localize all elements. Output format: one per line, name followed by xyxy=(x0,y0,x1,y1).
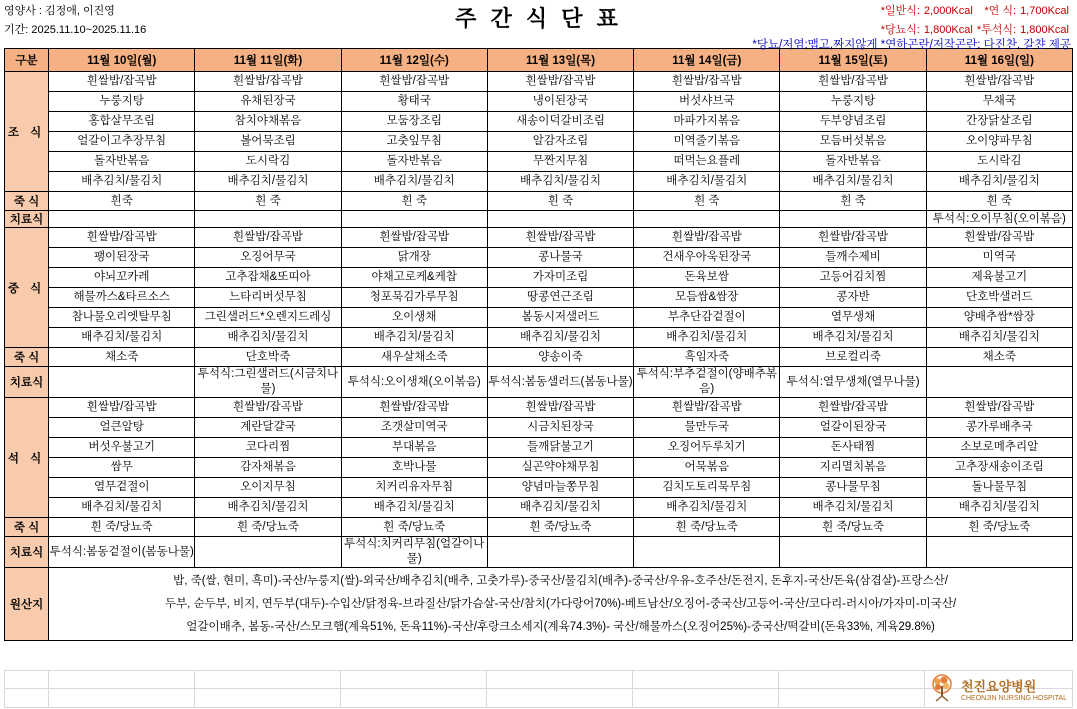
kcal-row xyxy=(879,2,1071,21)
dinner-3-5: 지리멸치볶음 xyxy=(780,458,926,478)
lunch-3-6: 단호박샐러드 xyxy=(926,288,1072,308)
kcal-value-dialysis: 1,800Kcal xyxy=(1020,24,1069,36)
lunch-3-3: 땅콩연근조림 xyxy=(487,288,633,308)
dinner-chiryo-1 xyxy=(195,537,341,568)
breakfast-0-0: 흰쌀밥/잡곡밥 xyxy=(49,72,195,92)
lunch-juk-6: 채소죽 xyxy=(926,348,1072,367)
dinner-1-3: 시금치된장국 xyxy=(487,418,633,438)
page-footer xyxy=(0,670,1077,708)
kcal-value-diabetes: 1,800Kcal xyxy=(923,24,973,36)
row-label-origin: 원산지 xyxy=(5,568,49,641)
lunch-1-5: 들깨수제비 xyxy=(780,248,926,268)
table-row xyxy=(5,268,1073,288)
lunch-1-0: 팽이된장국 xyxy=(49,248,195,268)
breakfast-chiryo-4 xyxy=(634,211,780,228)
dinner-2-3: 들깨닭불고기 xyxy=(487,438,633,458)
breakfast-0-4: 흰쌀밥/잡곡밥 xyxy=(634,72,780,92)
row-label-chiryo-breakfast: 치료식 xyxy=(5,211,49,228)
lunch-juk-5: 브로컬리죽 xyxy=(780,348,926,367)
table-row-juk xyxy=(5,518,1073,537)
nutritionist-label: 영양사 : 김정애, 이진영 xyxy=(4,5,115,17)
lunch-1-4: 건새우아욱된장국 xyxy=(634,248,780,268)
dinner-0-1: 흰쌀밥/잡곡밥 xyxy=(195,398,341,418)
lunch-chiryo-1: 투석식:그린샐러드(시금치나물) xyxy=(195,367,341,398)
column-header-sun: 11월 16일(일) xyxy=(926,49,1072,72)
dinner-0-2: 흰쌀밥/잡곡밥 xyxy=(341,398,487,418)
dinner-1-5: 얼갈이된장국 xyxy=(780,418,926,438)
breakfast-5-6: 배추김치/물김치 xyxy=(926,172,1072,192)
dinner-2-5: 돈사태찜 xyxy=(780,438,926,458)
lunch-3-2: 청포묵김가루무침 xyxy=(341,288,487,308)
kcal-label-soft: *연 식: xyxy=(984,5,1017,17)
lunch-4-5: 열무생채 xyxy=(780,308,926,328)
dinner-juk-5: 흰 죽/당뇨죽 xyxy=(780,518,926,537)
breakfast-4-0: 돌자반볶음 xyxy=(49,152,195,172)
breakfast-3-4: 미역줄기볶음 xyxy=(634,132,780,152)
breakfast-5-1: 배추김치/물김치 xyxy=(195,172,341,192)
dinner-3-3: 실곤약야채무침 xyxy=(487,458,633,478)
dinner-3-0: 쌈무 xyxy=(49,458,195,478)
breakfast-2-5: 두부양념조림 xyxy=(780,112,926,132)
dinner-1-6: 콩가루배추국 xyxy=(926,418,1072,438)
lunch-2-3: 가자미조림 xyxy=(487,268,633,288)
breakfast-3-5: 모듬버섯볶음 xyxy=(780,132,926,152)
dinner-juk-3: 흰 죽/당뇨죽 xyxy=(487,518,633,537)
breakfast-0-6: 흰쌀밥/잡곡밥 xyxy=(926,72,1072,92)
kcal-label-normal: *일반식: xyxy=(880,5,920,17)
dinner-4-1: 오이지무침 xyxy=(195,478,341,498)
breakfast-juk-3: 흰 죽 xyxy=(487,192,633,211)
lunch-juk-0: 채소죽 xyxy=(49,348,195,367)
lunch-2-4: 돈육보쌈 xyxy=(634,268,780,288)
column-header-tue: 11월 11일(화) xyxy=(195,49,341,72)
lunch-5-1: 배추김치/물김치 xyxy=(195,328,341,348)
dinner-0-0: 흰쌀밥/잡곡밥 xyxy=(49,398,195,418)
lunch-5-3: 배추김치/물김치 xyxy=(487,328,633,348)
breakfast-1-6: 무채국 xyxy=(926,92,1072,112)
breakfast-4-3: 무짠지무침 xyxy=(487,152,633,172)
breakfast-3-3: 알감자조림 xyxy=(487,132,633,152)
table-row-chiryo xyxy=(5,367,1073,398)
lunch-juk-2: 새우살채소죽 xyxy=(341,348,487,367)
dinner-3-1: 감자채볶음 xyxy=(195,458,341,478)
table-row-chiryo xyxy=(5,537,1073,568)
breakfast-0-1: 흰쌀밥/잡곡밥 xyxy=(195,72,341,92)
dinner-chiryo-3 xyxy=(487,537,633,568)
lunch-4-1: 그린샐러드*오렌지드레싱 xyxy=(195,308,341,328)
breakfast-juk-6: 흰 죽 xyxy=(926,192,1072,211)
column-header-gubun: 구분 xyxy=(5,49,49,72)
breakfast-5-4: 배추김치/물김치 xyxy=(634,172,780,192)
table-row-chiryo xyxy=(5,211,1073,228)
diet-note: *당뇨/저염:맵고,짜지않게 *연하곤란/저작곤란: 다진찬, 갈챤 제공 xyxy=(752,39,1071,51)
column-header-wed: 11월 12일(수) xyxy=(341,49,487,72)
hospital-name-en: CHEONJIN NURSING HOSPITAL xyxy=(960,695,1067,702)
dinner-juk-2: 흰 죽/당뇨죽 xyxy=(341,518,487,537)
dinner-4-5: 콩나물무침 xyxy=(780,478,926,498)
breakfast-5-3: 배추김치/물김치 xyxy=(487,172,633,192)
dinner-5-6: 배추김치/물김치 xyxy=(926,498,1072,518)
breakfast-chiryo-3 xyxy=(487,211,633,228)
kcal-info xyxy=(879,2,1071,40)
table-row xyxy=(5,288,1073,308)
lunch-chiryo-3: 투석식:봄동샐러드(봄동나물) xyxy=(487,367,633,398)
lunch-juk-4: 흑임자죽 xyxy=(634,348,780,367)
lunch-2-1: 고추잡채&또띠아 xyxy=(195,268,341,288)
dinner-3-2: 호박나물 xyxy=(341,458,487,478)
dinner-2-0: 버섯우불고기 xyxy=(49,438,195,458)
dinner-0-6: 흰쌀밥/잡곡밥 xyxy=(926,398,1072,418)
meal-label-breakfast: 조 식 xyxy=(5,72,49,192)
breakfast-3-6: 오이양파무침 xyxy=(926,132,1072,152)
breakfast-chiryo-5 xyxy=(780,211,926,228)
lunch-0-6: 흰쌀밥/잡곡밥 xyxy=(926,228,1072,248)
breakfast-0-3: 흰쌀밥/잡곡밥 xyxy=(487,72,633,92)
breakfast-1-2: 황태국 xyxy=(341,92,487,112)
dinner-chiryo-2: 투석식:치커리무침(얼갈이나물) xyxy=(341,537,487,568)
lunch-5-0: 배추김치/물김치 xyxy=(49,328,195,348)
dinner-chiryo-6 xyxy=(926,537,1072,568)
breakfast-0-5: 흰쌀밥/잡곡밥 xyxy=(780,72,926,92)
breakfast-4-4: 떠먹는요플레 xyxy=(634,152,780,172)
footer-grid xyxy=(0,670,1077,708)
dinner-3-4: 어묵볶음 xyxy=(634,458,780,478)
column-header-mon: 11월 10일(월) xyxy=(49,49,195,72)
breakfast-3-0: 얼갈이고추장무침 xyxy=(49,132,195,152)
lunch-3-4: 모듬쌈&쌈장 xyxy=(634,288,780,308)
dinner-juk-0: 흰 죽/당뇨죽 xyxy=(49,518,195,537)
dinner-juk-4: 흰 죽/당뇨죽 xyxy=(634,518,780,537)
breakfast-juk-5: 흰 죽 xyxy=(780,192,926,211)
row-label-juk-breakfast: 죽 식 xyxy=(5,192,49,211)
table-row xyxy=(5,438,1073,458)
dinner-5-2: 배추김치/물김치 xyxy=(341,498,487,518)
dinner-0-4: 흰쌀밥/잡곡밥 xyxy=(634,398,780,418)
breakfast-4-5: 돌자반볶음 xyxy=(780,152,926,172)
lunch-1-2: 닭개장 xyxy=(341,248,487,268)
breakfast-chiryo-2 xyxy=(341,211,487,228)
table-row xyxy=(5,308,1073,328)
breakfast-1-5: 누룽지탕 xyxy=(780,92,926,112)
dinner-chiryo-5 xyxy=(780,537,926,568)
breakfast-chiryo-6: 투석식:오이무침(오이볶음) xyxy=(926,211,1072,228)
row-label-juk-dinner: 죽 식 xyxy=(5,518,49,537)
lunch-chiryo-6 xyxy=(926,367,1072,398)
kcal-label-diabetes: *당뇨식: xyxy=(880,24,920,36)
dinner-1-2: 조갯살미역국 xyxy=(341,418,487,438)
table-row xyxy=(5,398,1073,418)
table-row xyxy=(5,478,1073,498)
hospital-logo xyxy=(929,674,1067,704)
origin-text xyxy=(49,568,1073,641)
breakfast-2-6: 간장닭살조림 xyxy=(926,112,1072,132)
lunch-0-0: 흰쌀밥/잡곡밥 xyxy=(49,228,195,248)
table-row-origin xyxy=(5,568,1073,641)
dinner-5-0: 배추김치/물김치 xyxy=(49,498,195,518)
lunch-1-3: 콩나물국 xyxy=(487,248,633,268)
table-row xyxy=(5,72,1073,92)
breakfast-3-1: 볼어묵조림 xyxy=(195,132,341,152)
table-row xyxy=(5,458,1073,478)
dinner-3-6: 고추장새송이조림 xyxy=(926,458,1072,478)
period-label: 기간: 2025.11.10~2025.11.16 xyxy=(4,24,147,36)
breakfast-4-1: 도시락김 xyxy=(195,152,341,172)
breakfast-juk-2: 흰 죽 xyxy=(341,192,487,211)
dinner-2-6: 소보로메추리알 xyxy=(926,438,1072,458)
dinner-1-0: 얼큰알탕 xyxy=(49,418,195,438)
lunch-4-6: 양배추쌈*쌈장 xyxy=(926,308,1072,328)
lunch-2-2: 야채고로케&케찹 xyxy=(341,268,487,288)
lunch-4-2: 오이생채 xyxy=(341,308,487,328)
lunch-2-6: 제육불고기 xyxy=(926,268,1072,288)
breakfast-4-6: 도시락김 xyxy=(926,152,1072,172)
dinner-2-2: 부대볶음 xyxy=(341,438,487,458)
dinner-4-4: 김치도토리묵무침 xyxy=(634,478,780,498)
table-row-juk xyxy=(5,348,1073,367)
table-row xyxy=(5,498,1073,518)
lunch-2-5: 고등어김치찜 xyxy=(780,268,926,288)
hospital-name-ko: 천진요양병원 xyxy=(960,679,1037,694)
lunch-4-3: 봄동시저샐러드 xyxy=(487,308,633,328)
breakfast-5-2: 배추김치/물김치 xyxy=(341,172,487,192)
dinner-1-1: 계란달걀국 xyxy=(195,418,341,438)
kcal-value-normal: 2,000Kcal xyxy=(923,5,973,17)
column-header-sat: 11월 15일(토) xyxy=(780,49,926,72)
breakfast-1-0: 누룽지탕 xyxy=(49,92,195,112)
column-header-thu: 11월 13일(목) xyxy=(487,49,633,72)
breakfast-3-2: 고춧잎무침 xyxy=(341,132,487,152)
breakfast-1-1: 유채된장국 xyxy=(195,92,341,112)
lunch-juk-3: 양송이죽 xyxy=(487,348,633,367)
lunch-chiryo-5: 투석식:열무생채(열무나물) xyxy=(780,367,926,398)
lunch-0-1: 흰쌀밥/잡곡밥 xyxy=(195,228,341,248)
origin-line-1: 밥, 죽(쌀, 현미, 흑미)-국산/누룽지(쌀)-외국산/배추김치(배추, 고춧가루)-중국산/물김치(배추)-중국산/우유-호주산/돈전지, 돈후지-국산/돈육(삼겹살)-프랑스산/ xyxy=(173,574,948,587)
lunch-0-5: 흰쌀밥/잡곡밥 xyxy=(780,228,926,248)
weekly-menu-table xyxy=(4,48,1073,641)
breakfast-2-1: 참치야채볶음 xyxy=(195,112,341,132)
breakfast-2-0: 홍합살무조림 xyxy=(49,112,195,132)
dinner-2-1: 코다리찜 xyxy=(195,438,341,458)
origin-line-2: 두부, 순두부, 비지, 연두부(대두)-수입산/닭정육-브라질산/닭가슴살-국산/참치(가다랑어70%)-베트남산/오징어-중국산/고등어-국산/코다리-러시아/가자미-미국산/ xyxy=(164,597,957,610)
lunch-chiryo-0 xyxy=(49,367,195,398)
lunch-juk-1: 단호박죽 xyxy=(195,348,341,367)
page-header xyxy=(0,0,1077,51)
row-label-chiryo-dinner: 치료식 xyxy=(5,537,49,568)
dinner-chiryo-0: 투석식:봄동겉절이(봄동나물) xyxy=(49,537,195,568)
dinner-juk-6: 흰 죽/당뇨죽 xyxy=(926,518,1072,537)
table-row xyxy=(5,328,1073,348)
lunch-3-1: 느타리버섯무침 xyxy=(195,288,341,308)
hospital-name xyxy=(961,676,1067,702)
lunch-0-4: 흰쌀밥/잡곡밥 xyxy=(634,228,780,248)
table-row-juk xyxy=(5,192,1073,211)
row-label-chiryo-lunch: 치료식 xyxy=(5,367,49,398)
table-row xyxy=(5,92,1073,112)
column-header-fri: 11월 14일(금) xyxy=(634,49,780,72)
tree-icon xyxy=(929,674,955,704)
breakfast-1-4: 버섯샤브국 xyxy=(634,92,780,112)
table-row xyxy=(5,418,1073,438)
table-row xyxy=(5,132,1073,152)
page-title: 주 간 식 단 표 xyxy=(455,6,622,31)
breakfast-chiryo-0 xyxy=(49,211,195,228)
kcal-label-dialysis: *투석식: xyxy=(976,24,1017,36)
dinner-4-2: 치커리유자무침 xyxy=(341,478,487,498)
lunch-1-6: 미역국 xyxy=(926,248,1072,268)
lunch-3-5: 콩자반 xyxy=(780,288,926,308)
row-label-juk-lunch: 죽 식 xyxy=(5,348,49,367)
breakfast-juk-1: 흰 죽 xyxy=(195,192,341,211)
origin-line-3: 얼갈이배추, 봄동-국산/스모크햄(계육51%, 돈육11%)-국산/후랑크소세지(계육74.3%)- 국산/해물까스(오징어25%)-중국산/떡갈비(돈육33%, 계육29.8%) xyxy=(186,620,935,633)
dinner-4-6: 돌나물무침 xyxy=(926,478,1072,498)
lunch-chiryo-4: 투석식:부추겉절이(양배추볶음) xyxy=(634,367,780,398)
breakfast-0-2: 흰쌀밥/잡곡밥 xyxy=(341,72,487,92)
breakfast-juk-0: 흰죽 xyxy=(49,192,195,211)
kcal-value-soft: 1,700Kcal xyxy=(1020,5,1069,17)
meal-label-dinner: 석 식 xyxy=(5,398,49,518)
dinner-0-5: 흰쌀밥/잡곡밥 xyxy=(780,398,926,418)
dinner-5-5: 배추김치/물김치 xyxy=(780,498,926,518)
breakfast-chiryo-1 xyxy=(195,211,341,228)
lunch-4-4: 부추단감겉절이 xyxy=(634,308,780,328)
breakfast-2-4: 마파가지볶음 xyxy=(634,112,780,132)
dinner-5-3: 배추김치/물김치 xyxy=(487,498,633,518)
breakfast-4-2: 돌자반볶음 xyxy=(341,152,487,172)
dinner-4-3: 양념마늘쫑무침 xyxy=(487,478,633,498)
breakfast-5-0: 배추김치/물김치 xyxy=(49,172,195,192)
lunch-5-6: 배추김치/물김치 xyxy=(926,328,1072,348)
lunch-0-3: 흰쌀밥/잡곡밥 xyxy=(487,228,633,248)
breakfast-juk-4: 흰 죽 xyxy=(634,192,780,211)
dinner-2-4: 오징어두루치기 xyxy=(634,438,780,458)
dinner-5-4: 배추김치/물김치 xyxy=(634,498,780,518)
table-row xyxy=(5,228,1073,248)
table-row xyxy=(5,248,1073,268)
table-row xyxy=(5,152,1073,172)
breakfast-2-3: 새송이덕갈비조림 xyxy=(487,112,633,132)
lunch-chiryo-2: 투석식:오이생채(오이볶음) xyxy=(341,367,487,398)
dinner-1-4: 물만두국 xyxy=(634,418,780,438)
dinner-5-1: 배추김치/물김치 xyxy=(195,498,341,518)
dinner-chiryo-4 xyxy=(634,537,780,568)
lunch-5-5: 배추김치/물김치 xyxy=(780,328,926,348)
table-row xyxy=(5,172,1073,192)
dinner-juk-1: 흰 죽/당뇨죽 xyxy=(195,518,341,537)
lunch-4-0: 참나물오리엣탈무침 xyxy=(49,308,195,328)
dinner-4-0: 열무겉절이 xyxy=(49,478,195,498)
lunch-5-2: 배추김치/물김치 xyxy=(341,328,487,348)
breakfast-5-5: 배추김치/물김치 xyxy=(780,172,926,192)
breakfast-1-3: 냉이된장국 xyxy=(487,92,633,112)
lunch-3-0: 해물까스&타르소스 xyxy=(49,288,195,308)
lunch-1-1: 오징어무국 xyxy=(195,248,341,268)
dinner-0-3: 흰쌀밥/잡곡밥 xyxy=(487,398,633,418)
table-row xyxy=(5,112,1073,132)
lunch-5-4: 배추김치/물김치 xyxy=(634,328,780,348)
lunch-2-0: 야뇌꼬카레 xyxy=(49,268,195,288)
meal-label-lunch: 중 식 xyxy=(5,228,49,348)
breakfast-2-2: 모둠장조림 xyxy=(341,112,487,132)
lunch-0-2: 흰쌀밥/잡곡밥 xyxy=(341,228,487,248)
